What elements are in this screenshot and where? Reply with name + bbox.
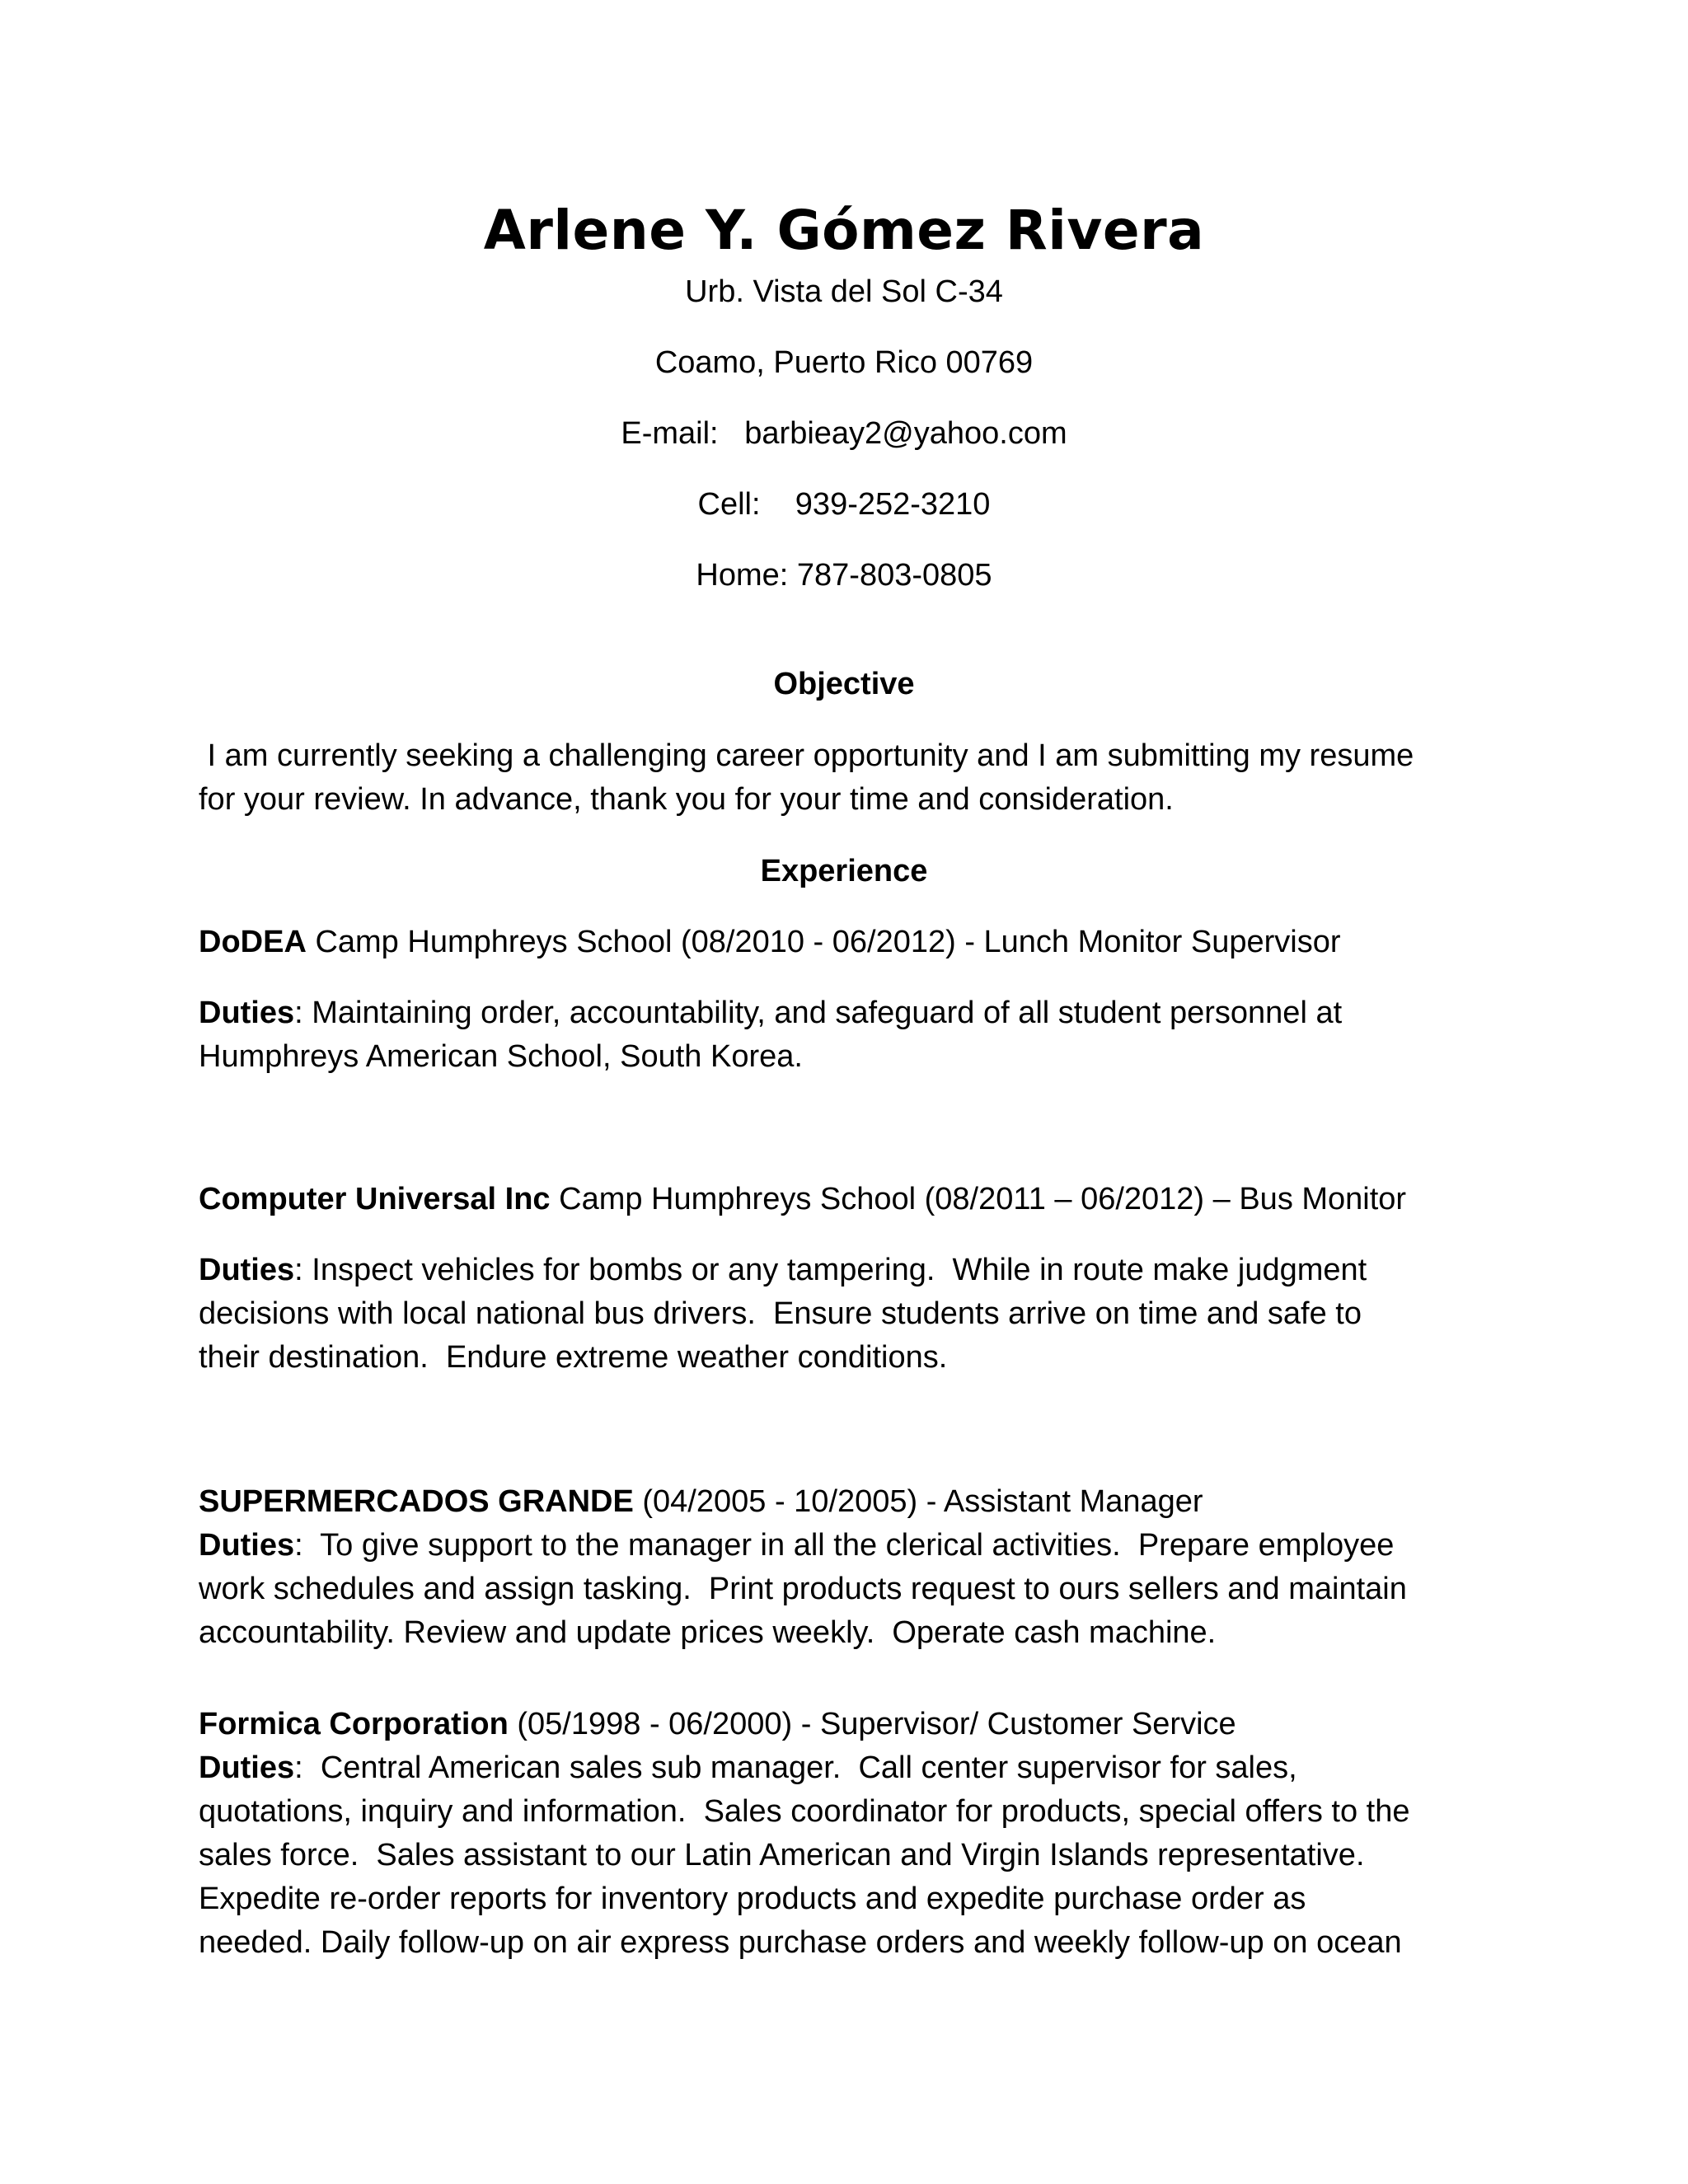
email-label: E-mail: (621, 416, 719, 451)
duties-label: Duties (199, 1528, 295, 1563)
duties-line: Humphreys American School, South Korea. (199, 1039, 803, 1074)
job-detail: Camp Humphreys School (08/2011 – 06/2012) – Bus Monitor (550, 1182, 1407, 1216)
duties-line: needed. Daily follow-up on air express purchase orders and weekly follow-up on ocean (199, 1925, 1402, 1960)
duties-line: : Maintaining order, accountability, and safeguard of all student personnel at (294, 996, 1343, 1030)
job-duties (199, 1249, 1501, 1380)
address-line-2: Coamo, Puerto Rico 00769 (654, 345, 1034, 380)
job-detail: (05/1998 - 06/2000) - Supervisor/ Customer Service (508, 1707, 1236, 1741)
email-address[interactable]: barbieay2@yahoo.com (744, 416, 1067, 451)
objective-text (199, 734, 1501, 822)
job-duties (199, 991, 1501, 1079)
job-detail: Camp Humphreys School (08/2010 - 06/2012) - Lunch Monitor Supervisor (306, 925, 1341, 959)
job-title-line (199, 921, 1501, 964)
duties-line: decisions with local national bus drivers. Ensure students arrive on time and safe to (199, 1296, 1362, 1331)
cell-number: 939-252-3210 (795, 487, 991, 522)
employer-name: Formica Corporation (199, 1707, 509, 1741)
duties-line: : To give support to the manager in all the clerical activities. Prepare employee (294, 1528, 1395, 1563)
duties-line: work schedules and assign tasking. Print products request to ours sellers and maintain (199, 1572, 1407, 1606)
duties-label: Duties (199, 1750, 295, 1785)
employer-name: DoDEA (199, 925, 307, 959)
job-block (199, 1480, 1501, 1655)
job-block (199, 1703, 1501, 1965)
duties-label: Duties (199, 996, 295, 1030)
job-title-line (199, 1178, 1501, 1221)
cell-label: Cell: (697, 487, 761, 522)
duties-line: quotations, inquiry and information. Sales coordinator for products, special offers to the (199, 1794, 1410, 1829)
duties-line: : Inspect vehicles for bombs or any tampering. While in route make judgment (294, 1253, 1367, 1287)
duties-line: their destination. Endure extreme weather conditions. (199, 1340, 948, 1375)
home-number: 787-803-0805 (796, 558, 992, 593)
employer-name: Computer Universal Inc (199, 1182, 551, 1216)
cell-line (0, 485, 1688, 524)
objective-line: I am currently seeking a challenging career opportunity and I am submitting my resume (199, 738, 1414, 773)
home-label: Home: (696, 558, 789, 593)
duties-line: Expedite re-order reports for inventory products and expedite purchase order as (199, 1882, 1306, 1916)
objective-line: for your review. In advance, thank you for your time and consideration. (199, 782, 1174, 817)
duties-line: sales force. Sales assistant to our Latin American and Virgin Islands representative. (199, 1838, 1365, 1872)
duties-line: : Central American sales sub manager. Call center supervisor for sales, (294, 1750, 1297, 1785)
email-line (0, 414, 1688, 453)
home-line (0, 555, 1688, 595)
experience-heading: Experience (760, 854, 928, 888)
duties-line: accountability. Review and update prices weekly. Operate cash machine. (199, 1615, 1217, 1650)
objective-heading: Objective (773, 667, 915, 701)
duties-label: Duties (199, 1253, 295, 1287)
address-line-1: Urb. Vista del Sol C-34 (685, 274, 1003, 309)
employer-name: SUPERMERCADOS GRANDE (199, 1484, 634, 1519)
applicant-name: Arlene Y. Gómez Rivera (483, 199, 1205, 262)
job-detail: (04/2005 - 10/2005) - Assistant Manager (633, 1484, 1203, 1519)
